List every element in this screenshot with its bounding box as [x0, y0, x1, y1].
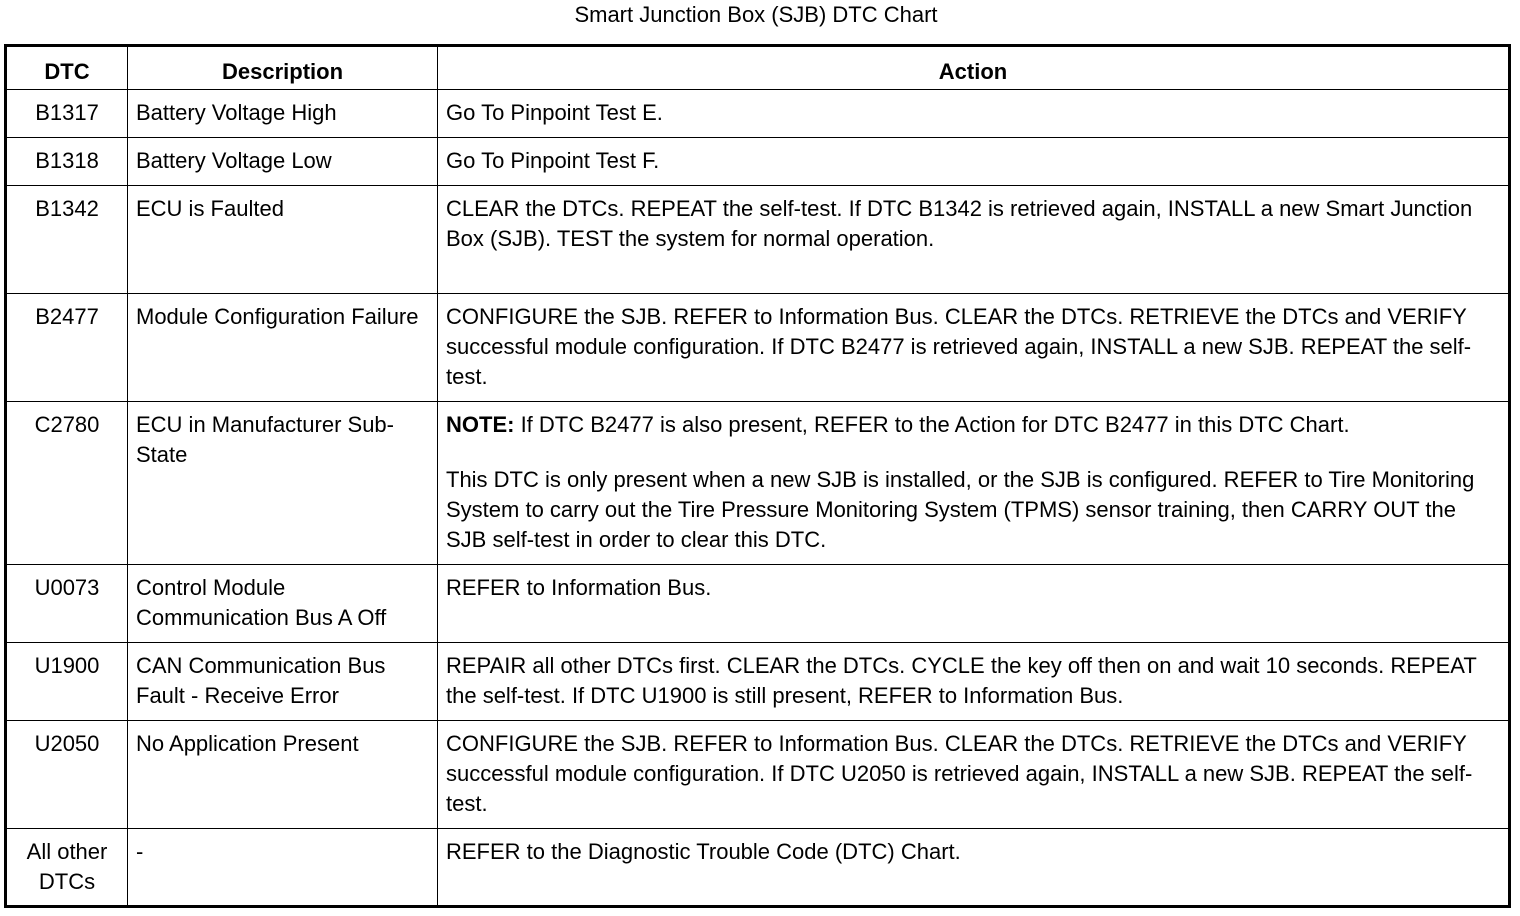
table-row: [6, 643, 1510, 721]
dtc-action: [438, 402, 1510, 565]
dtc-action: REFER to Information Bus.: [438, 565, 1510, 643]
dtc-code: B1317: [6, 90, 128, 138]
dtc-description: ECU in Manufacturer Sub-State: [128, 402, 438, 565]
dtc-code: B2477: [6, 294, 128, 402]
dtc-action: Go To Pinpoint Test E.: [438, 90, 1510, 138]
table-header-row: [6, 46, 1510, 90]
table-row: [6, 402, 1510, 565]
column-header-action: Action: [438, 46, 1510, 90]
table-row: [6, 294, 1510, 402]
dtc-description: -: [128, 829, 438, 907]
dtc-code: B1318: [6, 138, 128, 186]
dtc-code: U2050: [6, 721, 128, 829]
dtc-action: Go To Pinpoint Test F.: [438, 138, 1510, 186]
page-title: Smart Junction Box (SJB) DTC Chart: [574, 2, 938, 27]
paragraph-gap: [446, 440, 1500, 465]
dtc-description: Battery Voltage High: [128, 90, 438, 138]
dtc-code: C2780: [6, 402, 128, 565]
dtc-description: Control Module Communication Bus A Off: [128, 565, 438, 643]
dtc-action: CONFIGURE the SJB. REFER to Information Bus. CLEAR the DTCs. RETRIEVE the DTCs and VERIFY successful module configuration. If DTC B2477 is retrieved again, INSTALL a new SJB. REPEAT the self-test.: [438, 294, 1510, 402]
dtc-action: REPAIR all other DTCs first. CLEAR the DTCs. CYCLE the key off then on and wait 10 seconds. REPEAT the self-test. If DTC U1900 is still present, REFER to Information Bus.: [438, 643, 1510, 721]
column-header-dtc: DTC: [6, 46, 128, 90]
dtc-description: No Application Present: [128, 721, 438, 829]
dtc-code: All other DTCs: [6, 829, 128, 907]
column-header-description: Description: [128, 46, 438, 90]
table-row: [6, 138, 1510, 186]
table-row: [6, 90, 1510, 138]
dtc-action: CLEAR the DTCs. REPEAT the self-test. If DTC B1342 is retrieved again, INSTALL a new Smart Junction Box (SJB). TEST the system for normal operation.: [438, 186, 1510, 294]
note-line: [446, 410, 1500, 440]
table-row: [6, 186, 1510, 294]
dtc-code: U1900: [6, 643, 128, 721]
dtc-action: REFER to the Diagnostic Trouble Code (DTC) Chart.: [438, 829, 1510, 907]
note-label: NOTE:: [446, 412, 515, 437]
table-row: [6, 565, 1510, 643]
table-row: [6, 829, 1510, 907]
dtc-description: CAN Communication Bus Fault - Receive Error: [128, 643, 438, 721]
note-text: If DTC B2477 is also present, REFER to the Action for DTC B2477 in this DTC Chart.: [514, 412, 1350, 437]
dtc-description: Battery Voltage Low: [128, 138, 438, 186]
dtc-table: [4, 44, 1511, 908]
dtc-action: CONFIGURE the SJB. REFER to Information Bus. CLEAR the DTCs. RETRIEVE the DTCs and VERIFY successful module configuration. If DTC U2050 is retrieved again, INSTALL a new SJB. REPEAT the self-test.: [438, 721, 1510, 829]
dtc-description: Module Configuration Failure: [128, 294, 438, 402]
dtc-description: ECU is Faulted: [128, 186, 438, 294]
action-paragraph: This DTC is only present when a new SJB is installed, or the SJB is configured. REFER to Tire Monitoring System to carry out the Tire Pressure Monitoring System (TPMS) sensor training, then CARRY OUT the SJB self-test in order to clear this DTC.: [446, 467, 1475, 552]
dtc-code: B1342: [6, 186, 128, 294]
table-row: [6, 721, 1510, 829]
dtc-code: U0073: [6, 565, 128, 643]
